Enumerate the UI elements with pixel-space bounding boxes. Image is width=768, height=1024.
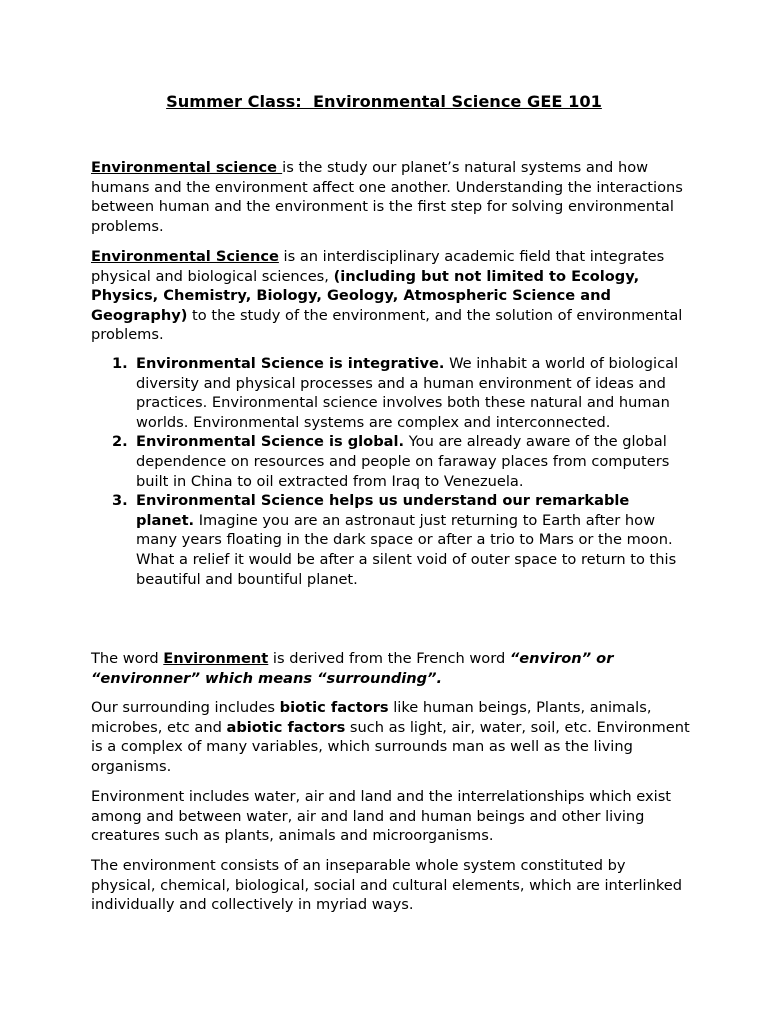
paragraph-text: The word	[91, 650, 164, 667]
list-number: 1.	[112, 355, 128, 372]
paragraph-text: such as light, air, water, soil, etc. Environment is a complex of many variables, which surrounds man as well as the living organisms.	[91, 718, 690, 775]
term-environmental-science: Environmental science	[91, 159, 283, 176]
list-item-heading: Environmental Science is integrative.	[136, 355, 445, 372]
paragraph-text: Our surrounding includes	[91, 699, 280, 716]
list-item	[91, 354, 691, 432]
term-biotic-factors: biotic factors	[279, 699, 389, 716]
french-word-quote: “environ” or “environner” which means “surrounding”.	[91, 650, 614, 687]
term-environment: Environment	[163, 650, 269, 667]
numbered-list	[91, 354, 691, 589]
term-environmental-science-2: Environmental Science	[91, 248, 279, 265]
list-item-text: We inhabit a world of biological diversity and physical processes and a human environment of ideas and practices. Environmental science involves both these natural and human worlds. Environmental systems are complex and interconnected.	[136, 355, 679, 431]
paragraph-factors	[91, 698, 691, 776]
paragraph-definition-1	[91, 158, 691, 236]
list-number: 3.	[112, 492, 128, 510]
list-item-text: You are already aware of the global dependence on resources and people on faraway places from computers built in China to oil extracted from Iraq to Venezuela.	[136, 433, 670, 490]
paragraph-text: like human beings, Plants, animals, microbes, etc and	[91, 699, 652, 736]
paragraph-interrelationships: Environment includes water, air and land and the interrelationships which exist among and between water, air and land and human beings and other living creatures such as plants, animals and microorganisms.	[91, 788, 672, 845]
term-abiotic-factors: abiotic factors	[226, 718, 346, 736]
paragraph-definition-2	[91, 247, 691, 345]
paragraph-system: The environment consists of an inseparable whole system constituted by physical, chemical, biological, social and cultural elements, which are interlinked individually and collectively in myriad ways.	[91, 857, 683, 914]
paragraph-text: to the study of the environment, and the solution of environmental problems.	[91, 306, 683, 344]
list-item-text: Imagine you are an astronaut just returning to Earth after how many years floating in the dark space or after a trio to Mars or the moon. What a relief it would be after a silent void of outer space to return to this beautiful and bountiful planet.	[136, 511, 677, 588]
paragraph-text: is the study our planet’s natural systems and how humans and the environment affect one another. Understanding the interactions between human and the environment is the first step for solving environmental problems.	[91, 159, 683, 235]
list-item-heading: Environmental Science is global.	[136, 433, 405, 451]
list-number: 2.	[112, 433, 128, 451]
disciplines-list-text: (including but not limited to Ecology, Physics, Chemistry, Biology, Geology, Atmospheric Science and Geography)	[91, 267, 640, 324]
list-item	[91, 491, 691, 589]
page-title: Summer Class: Environmental Science GEE 101	[166, 92, 602, 111]
paragraph-text: is derived from the French word	[268, 650, 510, 667]
list-item-heading: Environmental Science helps us understand our remarkable planet.	[136, 492, 630, 529]
paragraph-text: is an interdisciplinary academic field that integrates physical and biological sciences,	[91, 248, 665, 285]
paragraph-etymology	[91, 649, 691, 688]
list-item	[91, 432, 691, 491]
